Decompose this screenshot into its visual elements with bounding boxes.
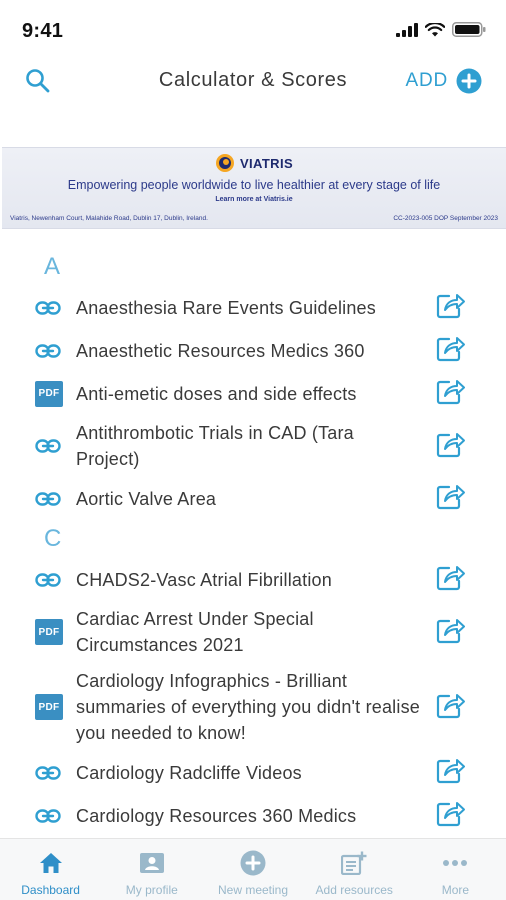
status-bar (0, 0, 506, 60)
advertisement-banner[interactable] (2, 147, 506, 229)
pdf-badge: PDF (35, 381, 63, 407)
share-icon (436, 482, 466, 515)
list-item[interactable] (0, 477, 506, 520)
list-item[interactable] (0, 558, 506, 601)
pdf-icon (0, 381, 76, 407)
section-letter: A (44, 253, 61, 280)
share-icon (436, 430, 466, 463)
tab-label: Dashboard (21, 883, 80, 897)
link-icon (0, 766, 76, 780)
share-button[interactable] (434, 430, 506, 463)
list-item-label: Cardiology Resources 360 Medics (76, 805, 357, 826)
share-icon (436, 799, 466, 832)
share-button[interactable] (434, 377, 506, 410)
more-dots-icon (442, 849, 468, 877)
plus-circle-icon (456, 68, 482, 94)
banner-tagline: Empowering people worldwide to live healthier at every stage of life (67, 178, 441, 192)
share-button[interactable] (434, 563, 506, 596)
home-icon (39, 849, 63, 877)
list-item-label: Cardiology Radcliffe Videos (76, 762, 302, 783)
tab-label: More (441, 883, 470, 897)
list-item-label: Aortic Valve Area (76, 488, 217, 509)
viatris-logo-icon (215, 153, 235, 173)
add-button[interactable] (405, 68, 482, 94)
link-icon (0, 573, 76, 587)
tab-add-resources[interactable] (304, 839, 405, 900)
status-icons (396, 22, 486, 37)
tab-my-profile[interactable] (101, 839, 202, 900)
share-icon (436, 334, 466, 367)
profile-card-icon (139, 849, 165, 877)
link-icon (0, 492, 76, 506)
list-item-label: Anaesthesia Rare Events Guidelines (76, 297, 376, 318)
share-icon (436, 563, 466, 596)
pdf-icon (0, 694, 76, 720)
share-button[interactable] (434, 291, 506, 324)
tab-label: New meeting (217, 883, 289, 897)
link-icon (0, 439, 76, 453)
share-button[interactable] (434, 482, 506, 515)
banner-code: CC-2023-005 DOP September 2023 (393, 215, 498, 222)
list-item-label: Antithrombotic Trials in CAD (Tara Project) (76, 423, 354, 469)
share-icon (436, 291, 466, 324)
pdf-badge: PDF (35, 694, 63, 720)
share-button[interactable] (434, 756, 506, 789)
add-button-label: ADD (405, 70, 448, 91)
battery-icon (452, 22, 486, 37)
share-button[interactable] (434, 334, 506, 367)
list-item-label: Anti-emetic doses and side effects (76, 383, 357, 404)
link-icon (0, 344, 76, 358)
share-icon (436, 616, 466, 649)
link-icon (0, 809, 76, 823)
tab-dashboard[interactable] (0, 839, 101, 900)
pdf-icon (0, 619, 76, 645)
list-item[interactable] (0, 663, 506, 751)
tab-bar (0, 838, 506, 900)
list-item-label: Cardiac Arrest Under Special Circumstances 2021 (76, 609, 314, 655)
share-button[interactable] (434, 616, 506, 649)
tab-more[interactable] (405, 839, 506, 900)
header (0, 60, 506, 104)
share-icon (436, 691, 466, 724)
list-item[interactable] (0, 415, 506, 477)
banner-brand: VIATRIS (239, 155, 294, 171)
tab-new-meeting[interactable] (202, 839, 303, 900)
list-item[interactable] (0, 751, 506, 794)
list-item-label: CHADS2-Vasc Atrial Fibrillation (76, 569, 332, 590)
add-document-icon (341, 849, 367, 877)
banner-address: Viatris, Newenham Court, Malahide Road, Dublin 17, Dublin, Ireland. (10, 215, 208, 222)
share-button[interactable] (434, 691, 506, 724)
pdf-badge: PDF (35, 619, 63, 645)
list-item[interactable] (0, 329, 506, 372)
page-title: Calculator & Scores (158, 69, 348, 91)
section-letter: C (44, 525, 62, 552)
tab-label: Add resources (315, 883, 393, 897)
share-icon (436, 377, 466, 410)
share-icon (436, 756, 466, 789)
plus-circle-icon (240, 849, 266, 877)
tab-label: My profile (125, 883, 178, 897)
list-item-label: Anaesthetic Resources Medics 360 (76, 340, 365, 361)
status-time: 9:41 (22, 20, 64, 42)
list-item[interactable] (0, 794, 506, 837)
list-item[interactable] (0, 286, 506, 329)
list-item[interactable] (0, 372, 506, 415)
link-icon (0, 301, 76, 315)
banner-logo (2, 153, 506, 173)
banner-learn-more: Learn more at Viatris.ie (215, 196, 293, 203)
share-button[interactable] (434, 799, 506, 832)
list-item[interactable] (0, 601, 506, 663)
list-item-label: Cardiology Infographics - Brilliant summaries of everything you didn't realise you needed to know! (76, 671, 420, 743)
signal-icon (396, 23, 418, 37)
wifi-icon (425, 23, 445, 37)
resource-list[interactable] (0, 248, 506, 838)
